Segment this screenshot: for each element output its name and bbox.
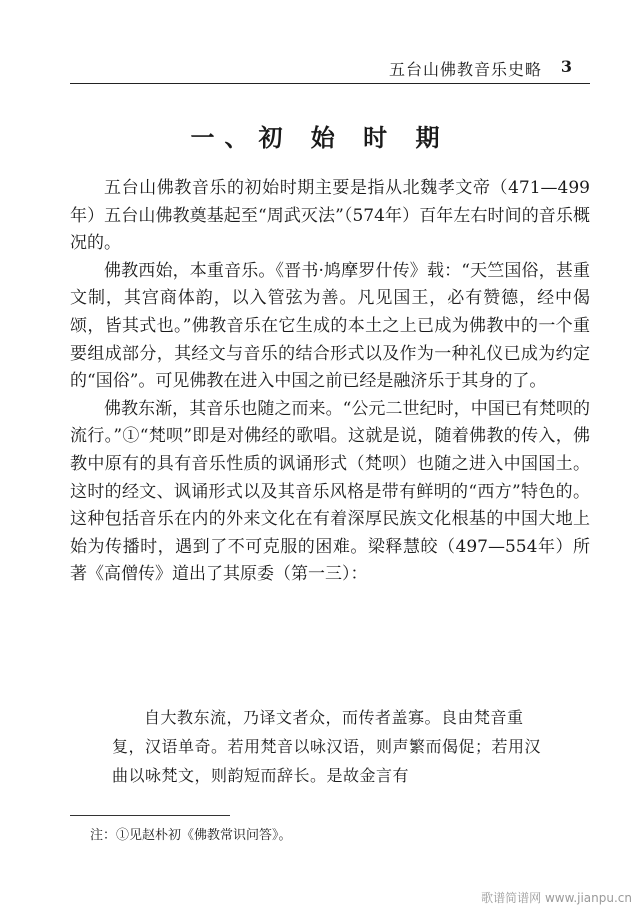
footnote: 注：①见赵朴初《佛教常识问答》。: [90, 828, 292, 843]
body-text: [70, 175, 590, 589]
block-quote-text: 自大教东流，乃译文者众，而传者盖寡。良由梵音重复，汉语单奇。若用梵音以咏汉语，则声繁而偈促；若用汉曲以咏梵文，则韵短而辞长。是故金言有: [112, 708, 542, 785]
watermark: 歌谱简谱网 www.jianpu.cn: [481, 891, 632, 905]
paragraph-1: 五台山佛教音乐的初始时期主要是指从北魏孝文帝（471—499年）五台山佛教奠基起至“周武灭法”（574年）百年左右时间的音乐概况的。: [70, 178, 590, 254]
running-header: [70, 55, 590, 84]
section-heading: 一、初 始 时 期: [190, 123, 450, 152]
paragraph-2: 佛教西始，本重音乐。《晋书·鸠摩罗什传》载：“天竺国俗，甚重文制，其宫商体韵，以入管弦为善。凡见国王，必有赞德，经中偈颂，皆其式也。”佛教音乐在它生成的本土之上已成为佛教中的一个重要组成部分，其经文与音乐的结合形式以及作为一种礼仪已成为约定的“国俗”。可见佛教在进入中国之前已经是融济乐于其身的了。: [70, 260, 590, 392]
footnote-divider: [70, 815, 230, 816]
running-header-title: 五台山佛教音乐史略: [388, 60, 542, 79]
paragraph-3: 佛教东渐，其音乐也随之而来。“公元二世纪时，中国已有梵呗的流行。”①“梵呗”即是对佛经的歌唱。这就是说，随着佛教的传入，佛教中原有的具有音乐性质的讽诵形式（梵呗）也随之进入中国国土。这时的经文、讽诵形式以及其音乐风格是带有鲜明的“西方”特色的。这种包括音乐在内的外来文化在有着深厚民族文化根基的中国大地上始为传播时，遇到了不可克服的困难。梁释慧皎（497—554年）所著《高僧传》道出了其原委（第一三）：: [70, 398, 590, 585]
page-number: 3: [560, 57, 572, 76]
block-quote: [112, 703, 552, 790]
